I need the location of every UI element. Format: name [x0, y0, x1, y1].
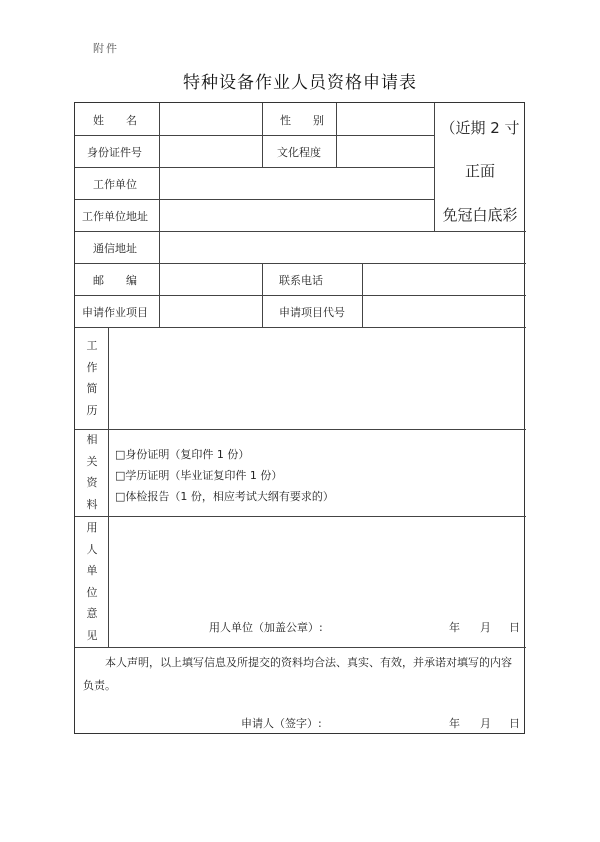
opinion-date-day: 日: [509, 621, 520, 634]
resume-field[interactable]: [109, 328, 524, 428]
materials-label: 相 关 资 料: [86, 433, 98, 511]
page-title: 特种设备作业人员资格申请表: [183, 73, 417, 93]
employer-opinion-field[interactable]: [109, 517, 524, 617]
postcode-field[interactable]: [160, 264, 261, 295]
application-form: [74, 102, 525, 734]
photo-note-line3: 免冠白底彩: [442, 206, 518, 224]
id-number-field[interactable]: [160, 136, 261, 167]
employer-seal-label: 用人单位（加盖公章）:: [209, 621, 323, 634]
phone-label: 联系电话: [279, 274, 323, 287]
sign-date-year: 年: [449, 717, 460, 730]
education-field[interactable]: [337, 136, 433, 167]
gender-field[interactable]: [337, 104, 433, 135]
name-field[interactable]: [160, 104, 261, 135]
opinion-date-month: 月: [480, 621, 491, 634]
mail-address-label: 通信地址: [93, 242, 137, 255]
id-number-label: 身份证件号: [87, 146, 142, 159]
education-label: 文化程度: [277, 146, 321, 159]
item-code-label: 申请项目代号: [279, 306, 345, 319]
employer-address-label: 工作单位地址: [82, 210, 148, 223]
photo-note-line2: 正面: [464, 162, 495, 180]
mail-address-field[interactable]: [160, 232, 524, 263]
sign-date-day: 日: [509, 717, 520, 730]
material-id-checkbox[interactable]: □身份证明（复印件 1 份）: [115, 448, 250, 461]
item-code-field[interactable]: [363, 296, 524, 327]
employer-opinion-label: 用 人 单 位 意 见: [86, 521, 98, 642]
operation-item-label: 申请作业项目: [82, 306, 148, 319]
employer-address-field[interactable]: [160, 200, 433, 231]
employer-field[interactable]: [160, 168, 433, 199]
operation-item-field[interactable]: [160, 296, 261, 327]
resume-label: 工 作 简 历: [86, 339, 98, 417]
attachment-label: 附件: [93, 42, 119, 55]
employer-label: 工作单位: [93, 178, 137, 191]
name-label: 姓 名: [93, 114, 137, 127]
material-medical-checkbox[interactable]: □体检报告（1 份，相应考试大纲有要求的）: [115, 490, 334, 503]
postcode-label: 邮 编: [93, 274, 137, 287]
gender-label: 性 别: [280, 114, 324, 127]
sign-date-month: 月: [480, 717, 491, 730]
phone-field[interactable]: [363, 264, 524, 295]
applicant-sign-label: 申请人（签字）:: [241, 717, 322, 730]
opinion-date-year: 年: [449, 621, 460, 634]
declaration-text: 本人声明，以上填写信息及所提交的资料均合法、真实、有效，并承诺对填写的内容负责。: [83, 656, 512, 692]
photo-note-line1: （近期 2 寸: [440, 119, 520, 137]
material-diploma-checkbox[interactable]: □学历证明（毕业证复印件 1 份）: [115, 469, 283, 482]
